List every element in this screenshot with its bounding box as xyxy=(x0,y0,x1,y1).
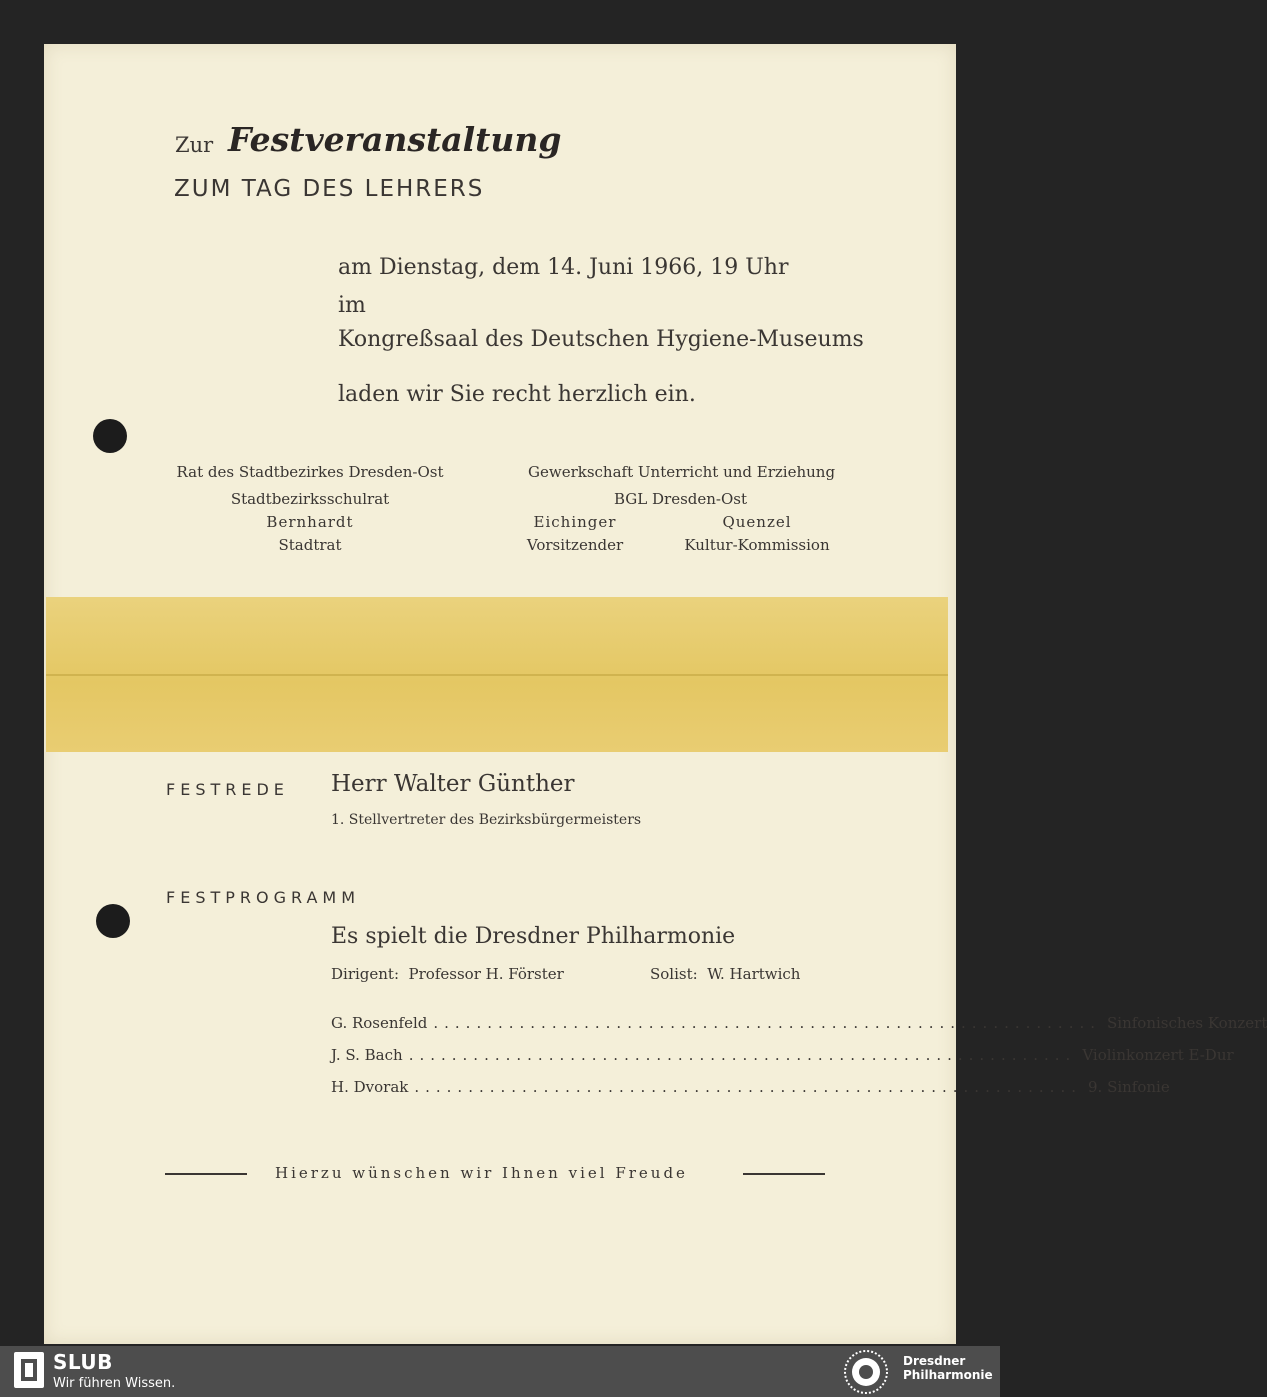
leader-dots: .............................................................. xyxy=(408,1046,1077,1064)
host-right-name-1: Eichinger xyxy=(533,513,617,531)
orchestra-line: Es spielt die Dresdner Philharmonie xyxy=(331,924,736,949)
im-line: im xyxy=(338,293,366,318)
slub-logo-icon[interactable] xyxy=(12,1350,46,1390)
program-work: Violinkonzert E-Dur xyxy=(1082,1046,1234,1064)
host-left-org: Rat des Stadtbezirkes Dresden-Ost xyxy=(176,463,444,481)
program-composer: J. S. Bach xyxy=(331,1046,403,1064)
program-row xyxy=(331,1046,1234,1068)
speaker-name: Herr Walter Günther xyxy=(331,771,575,797)
program-composer: G. Rosenfeld xyxy=(331,1014,428,1032)
leader-dots: .............................................................. xyxy=(414,1078,1082,1096)
host-right-role-2: Kultur-Kommission xyxy=(684,536,830,554)
festprogramm-label: FESTPROGRAMM xyxy=(166,888,361,907)
venue-line: Kongreßsaal des Deutschen Hygiene-Museums xyxy=(338,327,864,352)
host-left-role: Stadtrat xyxy=(278,536,342,554)
speaker-role: 1. Stellvertreter des Bezirksbürgermeisters xyxy=(331,812,642,828)
footer-bar xyxy=(0,1346,1000,1397)
adhesive-tape-strip xyxy=(46,597,948,752)
host-right-sub: BGL Dresden-Ost xyxy=(613,490,747,508)
slub-name[interactable]: SLUB xyxy=(53,1350,113,1374)
soloist-line: Solist: W. Hartwich xyxy=(650,965,801,983)
date-line: am Dienstag, dem 14. Juni 1966, 19 Uhr xyxy=(338,255,789,280)
heading-event: Festveranstaltung xyxy=(228,120,562,159)
program-work: Sinfonisches Konzert xyxy=(1107,1014,1267,1032)
program-work: 9. Sinfonie xyxy=(1087,1078,1170,1096)
host-left-name: Bernhardt xyxy=(266,513,354,531)
program-row xyxy=(331,1078,1170,1100)
program-composer: H. Dvorak xyxy=(331,1078,409,1096)
program-row xyxy=(331,1014,1267,1036)
heading-occasion: ZUM TAG DES LEHRERS xyxy=(174,176,485,202)
philharmonie-name-line2: Philharmonie xyxy=(903,1368,993,1382)
host-right-role-1: Vorsitzender xyxy=(526,536,624,554)
philharmonie-logo-icon[interactable] xyxy=(843,1349,889,1395)
host-left-title: Stadtbezirksschulrat xyxy=(230,490,390,508)
closing-line: Hierzu wünschen wir Ihnen viel Freude xyxy=(275,1164,688,1182)
host-right-org: Gewerkschaft Unterricht und Erziehung xyxy=(528,463,836,481)
invite-line: laden wir Sie recht herzlich ein. xyxy=(338,382,696,407)
punch-hole-bottom xyxy=(96,904,130,938)
closing-rule-right xyxy=(743,1173,825,1175)
philharmonie-name-line1: Dresdner xyxy=(903,1354,966,1368)
host-right-name-2: Quenzel xyxy=(722,513,792,531)
conductor-line: Dirigent: Professor H. Förster xyxy=(331,965,564,983)
festrede-label: FESTREDE xyxy=(166,780,289,799)
philharmonie-name xyxy=(903,1354,993,1382)
leader-dots: .............................................................. xyxy=(433,1014,1101,1032)
slub-tagline: Wir führen Wissen. xyxy=(53,1376,176,1391)
punch-hole-top xyxy=(93,419,127,453)
heading-zur: Zur xyxy=(175,133,214,157)
tape-seam xyxy=(46,674,948,676)
closing-rule-left xyxy=(165,1173,247,1175)
